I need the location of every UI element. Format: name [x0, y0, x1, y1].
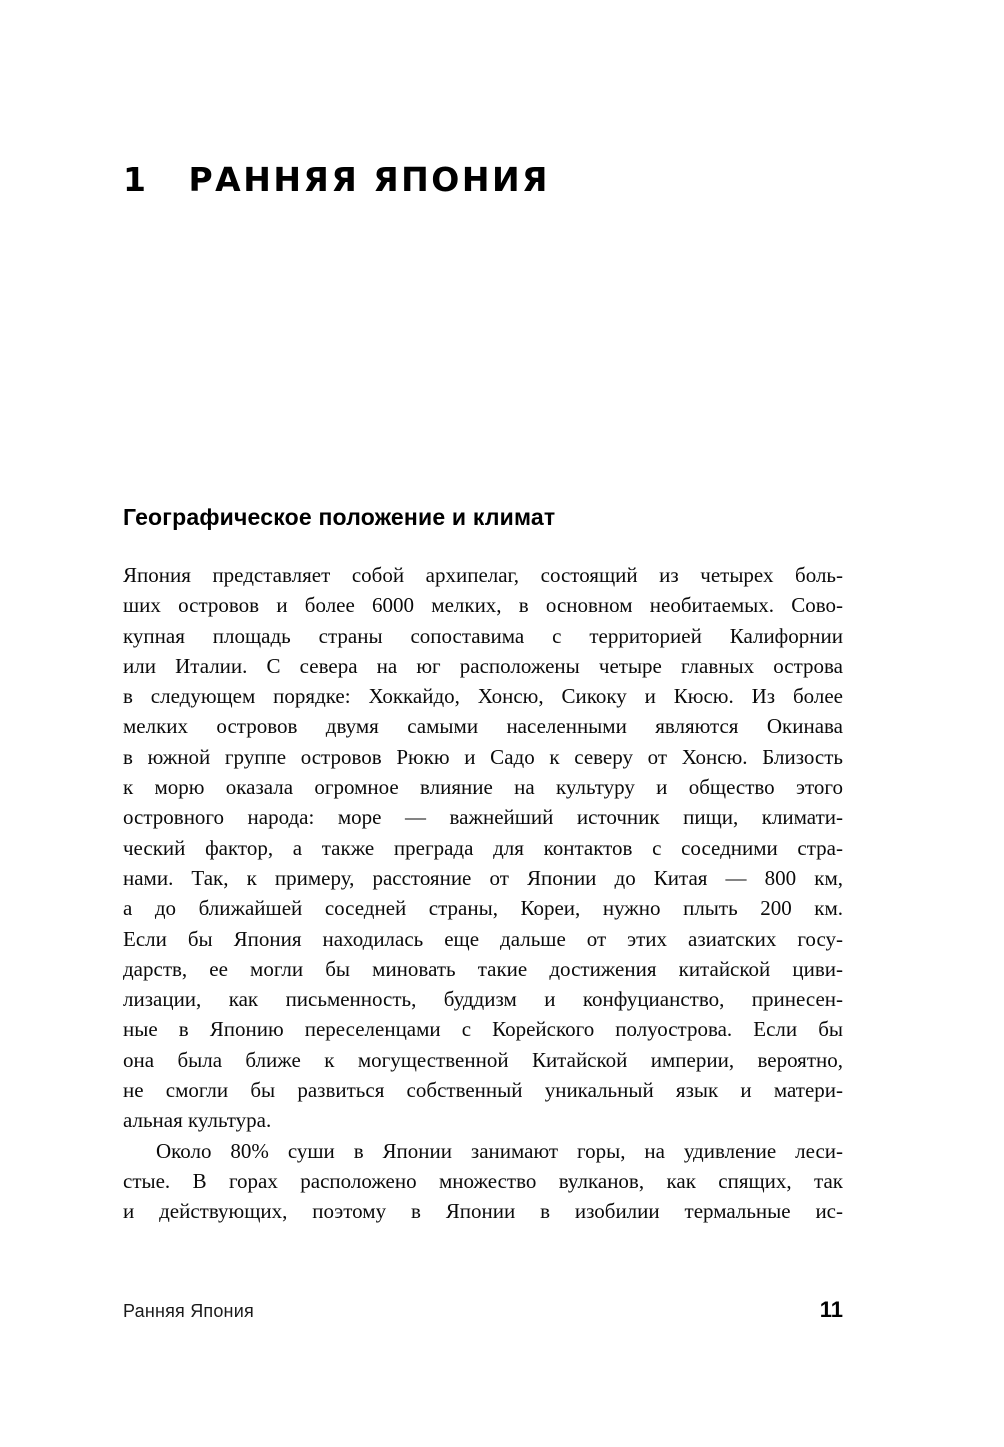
text-line: в южной группе островов Рюкю и Садо к северу от Хонсю. Близость [123, 744, 843, 769]
text-line: островного народа: море — важнейший источник пищи, климати- [123, 805, 843, 830]
text-line: лизации, как письменность, буддизм и конфуцианство, принесен- [123, 987, 843, 1012]
paragraph-1 [123, 560, 843, 1136]
text-line: не смогли бы развиться собственный уникальный язык и матери- [123, 1078, 843, 1103]
text-line: в следующем порядке: Хоккайдо, Хонсю, Сикоку и Кюсю. Из более [123, 684, 843, 709]
text-line: купная площадь страны сопоставима с территорией Калифорнии [123, 623, 843, 648]
section-heading: Географическое положение и климат [123, 504, 556, 530]
text-line: ные в Японию переселенцами с Корейского полуострова. Если бы [123, 1017, 843, 1042]
text-line: дарств, ее могли бы миновать такие достижения китайской циви- [123, 956, 843, 981]
text-line: нами. Так, к примеру, расстояние от Японии до Китая — 800 км, [123, 865, 843, 890]
page-footer [123, 1297, 843, 1323]
paragraph-2 [123, 1136, 843, 1227]
text-line: ческий фактор, а также преграда для контактов с соседними стра- [123, 835, 843, 860]
body-text [123, 560, 843, 1227]
text-line: Если бы Япония находилась еще дальше от этих азиатских госу- [123, 926, 843, 951]
chapter-title: РАННЯЯ ЯПОНИЯ [188, 160, 550, 199]
text-line: она была ближе к могущественной Китайской империи, вероятно, [123, 1047, 843, 1072]
text-line: и действующих, поэтому в Японии в изобилии термальные ис- [123, 1199, 843, 1224]
text-line: Около 80% суши в Японии занимают горы, на удивление леси- [156, 1138, 843, 1163]
text-line: или Италии. С севера на юг расположены четыре главных острова [123, 653, 843, 678]
text-line: ших островов и более 6000 мелких, в основном необитаемых. Сово- [123, 593, 843, 618]
text-line: Япония представляет собой архипелаг, состоящий из четырех боль- [123, 563, 843, 587]
text-line: альная культура. [123, 1108, 272, 1133]
running-title: Ранняя Япония [123, 1301, 254, 1321]
text-line: стые. В горах расположено множество вулканов, как спящих, так [123, 1168, 843, 1193]
chapter-heading [123, 160, 550, 199]
text-line: к морю оказала огромное влияние на культуру и общество этого [123, 775, 843, 800]
text-line: а до ближайшей соседней страны, Кореи, нужно плыть 200 км. [123, 896, 843, 921]
page-number: 11 [819, 1297, 843, 1322]
chapter-number: 1 [123, 160, 149, 199]
text-line: мелких островов двумя самыми населенными являются Окинава [123, 714, 843, 739]
